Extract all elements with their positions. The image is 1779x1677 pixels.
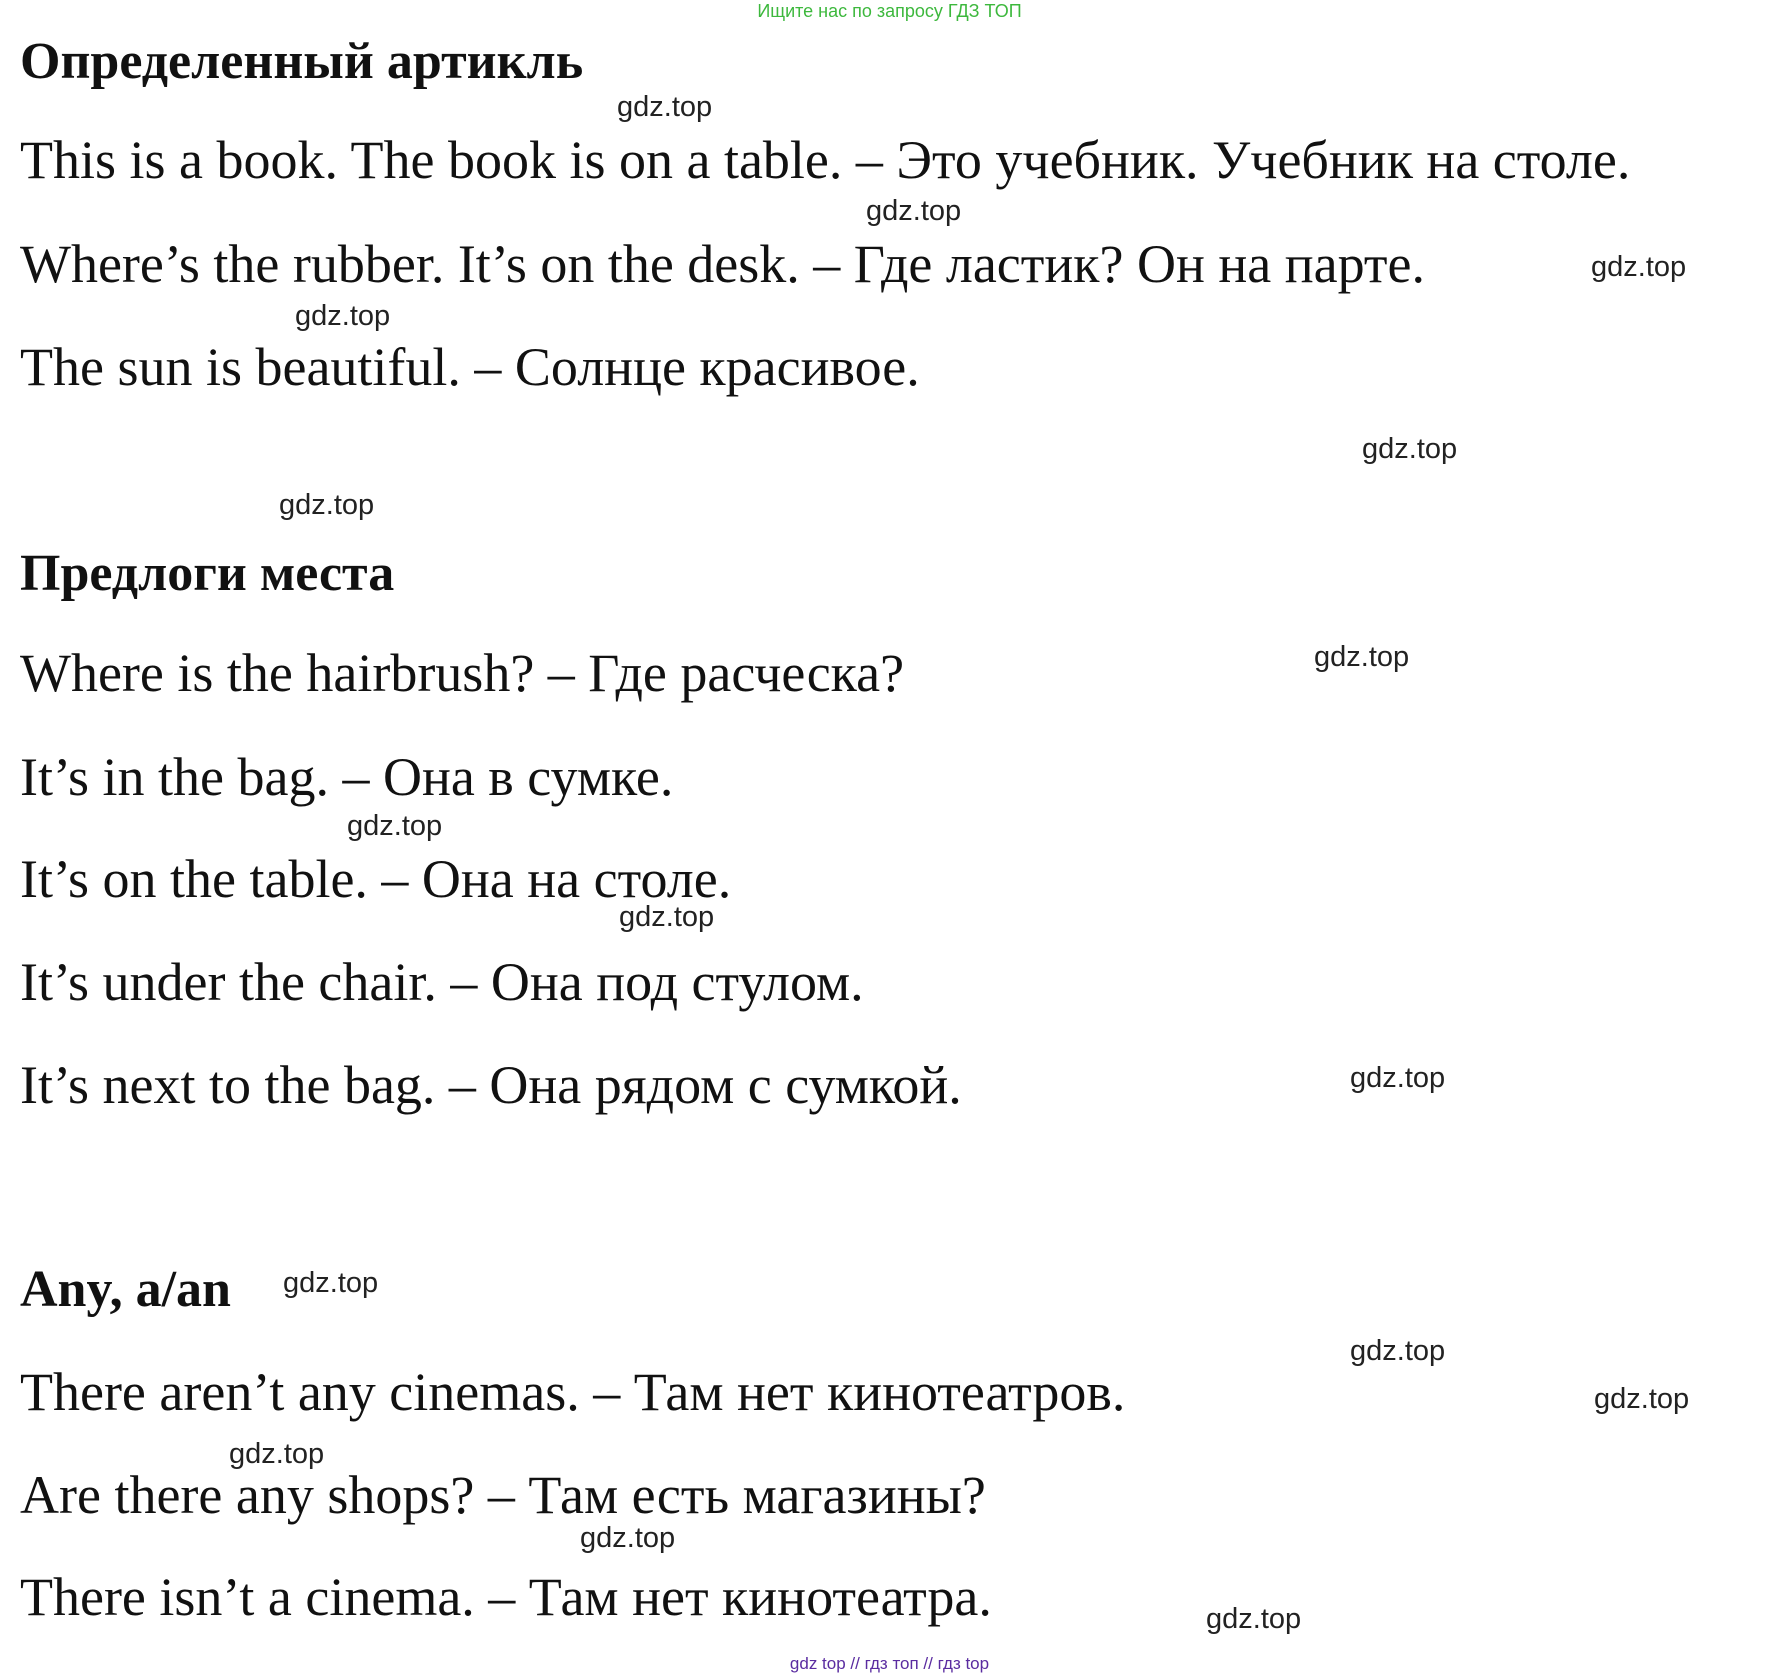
example-line: Where is the hairbrush? – Где расческа? [20, 643, 905, 703]
example-line: This is a book. The book is on a table. – Это учебник. Учебник на столе. [20, 130, 1631, 190]
example-line: There isn’t a cinema. – Там нет кинотеатра. [20, 1567, 992, 1627]
watermark: gdz.top [347, 810, 443, 842]
footer-watermark: gdz top // гдз топ // гдз top [789, 1654, 990, 1673]
watermark: gdz.top [279, 489, 375, 521]
watermark: gdz.top [1350, 1335, 1446, 1367]
example-line: There aren’t any cinemas. – Там нет кинотеатров. [20, 1362, 1126, 1422]
example-line: The sun is beautiful. – Солнце красивое. [20, 337, 920, 397]
watermark: gdz.top [1594, 1383, 1690, 1415]
watermark: gdz.top [617, 91, 713, 123]
example-line: It’s in the bag. – Она в сумке. [20, 747, 674, 807]
watermark: gdz.top [1362, 433, 1458, 465]
watermark: gdz.top [866, 195, 962, 227]
watermark: gdz.top [295, 300, 391, 332]
example-line: It’s next to the bag. – Она рядом с сумкой. [20, 1055, 962, 1115]
example-line: Are there any shops? – Там есть магазины? [20, 1465, 986, 1525]
watermark: gdz.top [283, 1267, 379, 1299]
watermark: gdz.top [1591, 251, 1687, 283]
watermark: gdz.top [1314, 641, 1410, 673]
watermark: gdz.top [619, 901, 715, 933]
watermark: gdz.top [580, 1522, 676, 1554]
watermark: gdz.top [229, 1438, 325, 1470]
watermark: gdz.top [1206, 1603, 1302, 1635]
section-heading-any-a-an: Any, a/an [20, 1261, 231, 1318]
example-line: Where’s the rubber. It’s on the desk. – Где ластик? Он на парте. [20, 234, 1425, 294]
top-banner: Ищите нас по запросу ГДЗ ТОП [757, 1, 1022, 21]
watermark: gdz.top [1350, 1062, 1446, 1094]
example-line: It’s on the table. – Она на столе. [20, 849, 732, 909]
section-heading-prepositions-of-place: Предлоги места [20, 545, 395, 602]
example-line: It’s under the chair. – Она под стулом. [20, 952, 864, 1012]
section-heading-definite-article: Определенный артикль [20, 33, 584, 90]
